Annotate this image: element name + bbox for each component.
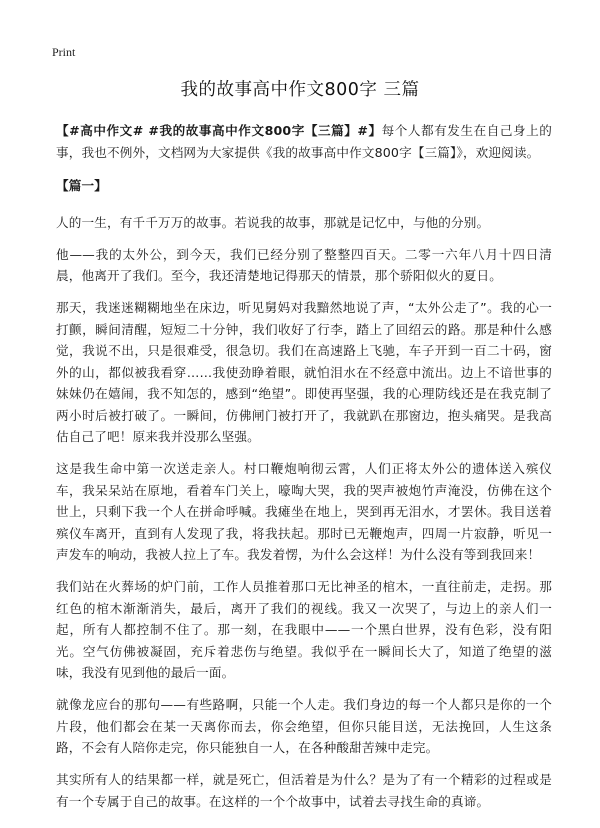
paragraph: 那天，我迷迷糊糊地坐在床边，听见舅妈对我黯然地说了声，“太外公走了”。我的心一打颤，瞬间清醒，短短二十分钟，我们收好了行李，踏上了回绍云的路。那是种什么感觉，我说不出，只是很难受，很急切。我们在高速路上飞驰，车子开到一百二十码，窗外的山，都似被我看穿……我使劲睁着眼，就怕泪水在不经意中流出。边上不谙世事的妹妹仍在嬉闹，我不知怎的，感到“绝望”。即使再坚强，我的心理防线还是在我克制了两小时后被打破了。一瞬间，仿佛闸门被打开了，我就趴在那窗边，抱头痛哭。是我高估自己了吧！原来我并没那么坚强。 bbox=[56, 300, 552, 444]
paragraph: 他——我的太外公，到今天，我们已经分别了整整四百天。二零一六年八月十四日清晨，他离开了我们。至今，我还清楚地记得那天的情景，那个骄阳似火的夏日。 bbox=[56, 246, 552, 283]
paragraph: 其实所有人的结果都一样，就是死亡，但活着是为什么？是为了有一个精彩的过程或是有一个专属于自己的故事。在这样的一个个故事中，试着去寻找生命的真谛。 bbox=[56, 772, 552, 809]
section-heading: 【篇一】 bbox=[56, 178, 107, 193]
print-label[interactable]: Print bbox=[52, 45, 76, 59]
intro-tag: 【#高中作文# #我的故事高中作文800字【三篇】#】 bbox=[56, 123, 382, 138]
paragraph: 就像龙应台的那句——有些路啊，只能一个人走。我们身边的每一个人都只是你的一个片段，他们都会在某一天离你而去，你会绝望，但你只能目送，无法挽回，人生这条路，不会有人陪你走完，你只能独自一人，在各种酸甜苦辣中走完。 bbox=[56, 697, 552, 755]
paragraph: 人的一生，有千千万万的故事。若说我的故事，那就是记忆中，与他的分别。 bbox=[56, 214, 490, 230]
paragraph: 我们站在火葬场的炉门前，工作人员推着那口无比神圣的棺木，一直往前走，走拐。那红色的棺木渐渐消失，最后，离开了我们的视线。我又一次哭了，与边上的亲人们一起，所有人都控制不住了。那一刻，在我眼中——一个黑白世界，没有色彩，没有阳光。空气仿佛被凝固，充斥着悲伤与绝望。我似乎在一瞬间长大了，知道了绝望的滋味，我没有见到他的最后一面。 bbox=[56, 579, 552, 680]
page-title: 我的故事高中作文800字 三篇 bbox=[180, 80, 420, 100]
article-body bbox=[56, 120, 552, 823]
paragraph: 这是我生命中第一次送走亲人。村口鞭炮响彻云霄，人们正将太外公的遗体送入殡仪车，我呆呆站在原地，看着车门关上，嚎啕大哭，我的哭声被炮竹声淹没，仿佛在这个世上，只剩下我一个人在拼命呼喊。我瘫坐在地上，哭到再无泪水，才罢休。我目送着殡仪车离开，直到有人发现了我，将我扶起。那时已无鞭炮声，四周一片寂静，听见一声发车的响动，我被人拉上了车。我发着愣，为什么会这样！为什么没有等到我回来！ bbox=[56, 461, 552, 562]
intro-paragraph bbox=[56, 120, 552, 163]
intro-text: 每个人都有发生在自己身上的事，我也不例外，文档网为大家提供《我的故事高中作文800字【三篇】》，欢迎阅读。 bbox=[56, 123, 552, 160]
